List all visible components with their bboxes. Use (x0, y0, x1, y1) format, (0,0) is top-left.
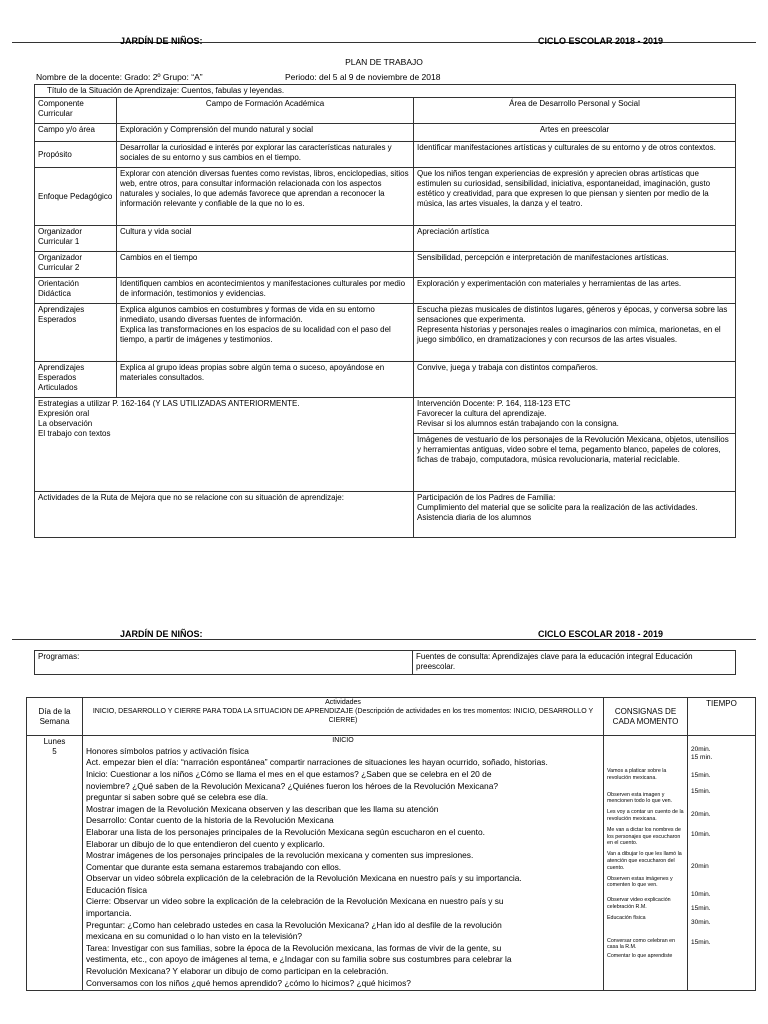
row-label: Enfoque Pedagógico (35, 168, 117, 226)
row-label: Campo y/o área (35, 124, 117, 142)
activities-cell (83, 736, 604, 991)
row-label: Organizador Curricular 2 (35, 252, 117, 278)
row-cell-b: Sensibilidad, percepción e interpretación de manifestaciones artísticas. (414, 252, 736, 278)
row-label: Orientación Didáctica (35, 278, 117, 304)
consigna-item: Van a dibujar lo que les llamó la atención que escucharon del cuento. (607, 851, 682, 871)
time-item: 15min. (691, 905, 711, 912)
campo-header: Campo de Formación Académica (117, 98, 414, 124)
row-cell-b: Apreciación artística (414, 226, 736, 252)
consignas-list (607, 768, 684, 960)
activity-line: mexicana en su comunidad o lo han visto en la televisión? (86, 931, 303, 942)
row-cell-a: Cambios en el tiempo (117, 252, 414, 278)
teacher-line: Nombre de la docente: Grado: 2º Grupo: “A” (36, 72, 203, 82)
row-cell-b: Que los niños tengan experiencias de expresión y aprecien obras artísticas que estimulen su curiosidad, sensibilidad, iniciativa, espontaneidad, imaginación, gusto estético y creatividad, para que expresen lo que piensan y sienten por medio de la música, las artes visuales, la danza y el teatro. (414, 168, 736, 226)
time-item: 30min. (691, 919, 711, 927)
consigna-item: Les voy a contar un cuento de la revolución mexicana. (607, 809, 684, 822)
sources-table (34, 650, 736, 675)
sources-cell: Fuentes de consulta: Aprendizajes clave para la educación integral Educación preescolar. (413, 651, 736, 675)
row-cell-a: Cultura y vida social (117, 226, 414, 252)
consigna-item: Me van a dictar los nombres de los personajes que escucharon en el cuento. (607, 826, 681, 847)
time-item: 20min. (691, 746, 711, 753)
activity-line: Preguntar: ¿Como han celebrado ustedes en casa la Revolución Mexicana? ¿Han ido al desfile de la revolución (86, 919, 502, 930)
activity-line: Conversamos con los niños ¿qué hemos aprendido? ¿cómo lo hicimos? ¿qué hicimos? (86, 977, 411, 988)
day-header: Día de la Semana (27, 698, 83, 736)
row-cell-a: Identifiquen cambios en acontecimientos y manifestaciones culturales por medio de información, testimonios y evidencias. (117, 278, 414, 304)
activities-header: Actividades INICIO, DESARROLLO Y CIERRE PARA TODA LA SITUACION DE APRENDIZAJE (Descripción de actividades en los tres momentos: INICIO, DESARROLLO Y CIERRE) (83, 698, 604, 736)
route-cell: Actividades de la Ruta de Mejora que no se relacione con su situación de aprendizaje: (35, 492, 414, 538)
row-cell-a: Explica algunos cambios en costumbres y formas de vida en su entorno inmediato, usando diversas fuentes de información. Explica las transformaciones en los espacios de su localidad con el paso del tiempo, a partir de imágenes y testimonios. (117, 304, 414, 362)
row-cell-b: Artes en preescolar (414, 124, 736, 142)
activity-line: Observar un video sóbrela explicación de la celebración de la Revolución Mexicana en nuestro país y su importancia. (86, 873, 522, 884)
page2-cycle-label: CICLO ESCOLAR 2018 - 2019 (538, 629, 664, 639)
plan-title: PLAN DE TRABAJO (345, 57, 423, 67)
time-item: 15 min. (691, 754, 713, 762)
consigna-item: Comentar lo que aprendiste (607, 953, 673, 960)
row-cell-b: Exploración y experimentación con materiales y herramientas de las artes. (414, 278, 736, 304)
activity-line: Comentar que durante esta semana estaremos trabajando con ellos. (86, 861, 342, 872)
time-item: 15min. (691, 788, 711, 796)
strategies-cell: Estrategias a utilizar P. 162-164 (Y LAS UTILIZADAS ANTERIORMENTE. Expresión oral La observación El trabajo con textos (35, 398, 414, 492)
activity-line: vestimenta, etc., con apoyo de imágenes al tema, e ¿Indagar con su familia sobre sus costumbres para celebrar la (86, 954, 512, 965)
time-item: 20min. (691, 810, 711, 818)
row-cell-a: Explica al grupo ideas propias sobre algún tema o suceso, apoyándose en materiales consultados. (117, 362, 414, 398)
row-cell-a: Exploración y Comprensión del mundo natural y social (117, 124, 414, 142)
consigna-item: Vamos a platicar sobre la revolución mexicana. (607, 768, 667, 781)
row-cell-a: Explorar con atención diversas fuentes como revistas, libros, enciclopedias, sitios web, entre otros, para consultar información relacionada con los aspectos naturales y sociales, lo que además favorece que aprendan a reconocer la información relevante y confiable de la que no lo es. (117, 168, 414, 226)
row-cell-b: Convive, juega y trabaja con distintos compañeros. (414, 362, 736, 398)
time-item: 10min. (691, 890, 711, 898)
consigna-item: Conversar como celebran en casa la R.M. (607, 937, 676, 951)
time-item: 15min. (691, 939, 711, 947)
section-label: INICIO (332, 737, 354, 744)
activity-line: Mostrar imagen de la Revolución Mexicana observen y las describan que les llama su atención (86, 803, 439, 814)
time-item: 15min. (691, 772, 711, 780)
parents-cell: Participación de los Padres de Familia: Cumplimiento del material que se solicite para la realización de las actividades. Asistencia diaria de los alumnos (414, 492, 736, 538)
activity-line: Elaborar un dibujo de lo que entendieron del cuento y explicarlo. (86, 838, 325, 849)
consignas-header: CONSIGNAS DE CADA MOMENTO (604, 698, 688, 736)
plan-table (34, 84, 736, 538)
programs-cell: Programas: (35, 651, 413, 675)
activity-line: Act. empezar bien el día: “narración espontánea” compartir narraciones de situaciones les hayan ocurrido, soñado, historias. (86, 757, 548, 768)
row-label: Aprendizajes Esperados Articulados (35, 362, 117, 398)
activity-line: importancia. (86, 908, 132, 919)
times-list (691, 746, 752, 947)
row-label: Aprendizajes Esperados (35, 304, 117, 362)
activity-line: Revolución Mexicana? Y elaborar un dibujo de como participan en la celebración. (86, 966, 389, 977)
activity-line: Mostrar imágenes de los personajes principales de la revolución mexicana y comenten sus impresiones. (86, 850, 474, 861)
activity-line: Cierre: Observar un video sobre la explicación de la celebración de la Revolución Mexicana en nuestro país y su (86, 896, 504, 907)
row-label: Componente Curricular (35, 98, 117, 124)
times-cell (688, 736, 756, 991)
period-line: Periodo: del 5 al 9 de noviembre de 2018 (285, 72, 441, 82)
materials-cell: Imágenes de vestuario de los personajes de la Revolución Mexicana, objetos, utensilios y herramientas antiguas, video sobre el tema, pegamento blanco, papeles de colores, fichas de trabajo, computadora, música revolucionaria, material reciclable. (414, 434, 736, 492)
row-cell-a: Desarrollar la curiosidad e interés por explorar las características naturales y sociales de su entorno y sus cambios en el tiempo. (117, 142, 414, 168)
activity-line: Inicio: Cuestionar a los niños ¿Cómo se llama el mes en el que estamos? ¿Saben que se celebra en el 20 de (86, 768, 492, 779)
day-cell: Lunes 5 (27, 736, 83, 991)
consigna-item: Observar video explicación celebración R.M. (607, 897, 671, 910)
row-cell-b: Escucha piezas musicales de distintos lugares, géneros y épocas, y conversa sobre las sensaciones que experimenta. Representa historias y personajes reales o imaginarios con mímica, marionetas, en el juego simbólico, en dramatizaciones y con recursos de las artes visuales. (414, 304, 736, 362)
intervention-cell: Intervención Docente: P. 164, 118-123 ETC Favorecer la cultura del aprendizaje. Revisar si los alumnos están trabajando con la consigna. (414, 398, 736, 434)
activity-line: preguntar si saben sobre qué se celebra ese día. (86, 792, 269, 803)
activities-table (26, 697, 756, 991)
page2-kinder-label: JARDÍN DE NIÑOS: (120, 629, 203, 639)
time-header: TIEMPO (688, 698, 756, 736)
consigna-item: Educación física (607, 914, 646, 921)
activity-line: noviembre? ¿Qué saben de la Revolución Mexicana? ¿Quiénes fueron los héroes de la Revolución Mexicana? (86, 780, 499, 791)
consigna-item: Observen esta imagen y mencionen todo lo que ven. (607, 791, 673, 805)
activity-line: Honores símbolos patrios y activación física (86, 745, 249, 756)
row-label: Propósito (35, 142, 117, 168)
page1-cycle-label: CICLO ESCOLAR 2018 - 2019 (538, 36, 664, 46)
page1-kinder-label: JARDÍN DE NIÑOS: (120, 36, 203, 46)
activities-list (86, 746, 600, 989)
area-header: Área de Desarrollo Personal y Social (414, 98, 736, 124)
row-label: Organizador Curricular 1 (35, 226, 117, 252)
page2-top-rule (12, 639, 756, 640)
row-cell-b: Identificar manifestaciones artísticas y culturales de su entorno y de otros contextos. (414, 142, 736, 168)
activity-line: Desarrollo: Contar cuento de la historia de la Revolución Mexicana (86, 815, 334, 826)
activity-line: Elaborar una lista de los personajes principales de la Revolución Mexicana según escucharon en el cuento. (86, 826, 485, 837)
activity-line: Educación física (86, 884, 147, 895)
consignas-cell (604, 736, 688, 991)
time-item: 10min. (691, 830, 711, 838)
consigna-item: Observen estas imágenes y comenten lo que ven. (607, 875, 673, 889)
situation-title: Título de la Situación de Aprendizaje: Cuentos, fabulas y leyendas. (35, 85, 736, 98)
time-item: 20min (691, 862, 709, 870)
activity-line: Tarea: Investigar con sus familias, sobre la época de la Revolución mexicana, las formas de vivir de la gente, su (86, 942, 502, 953)
